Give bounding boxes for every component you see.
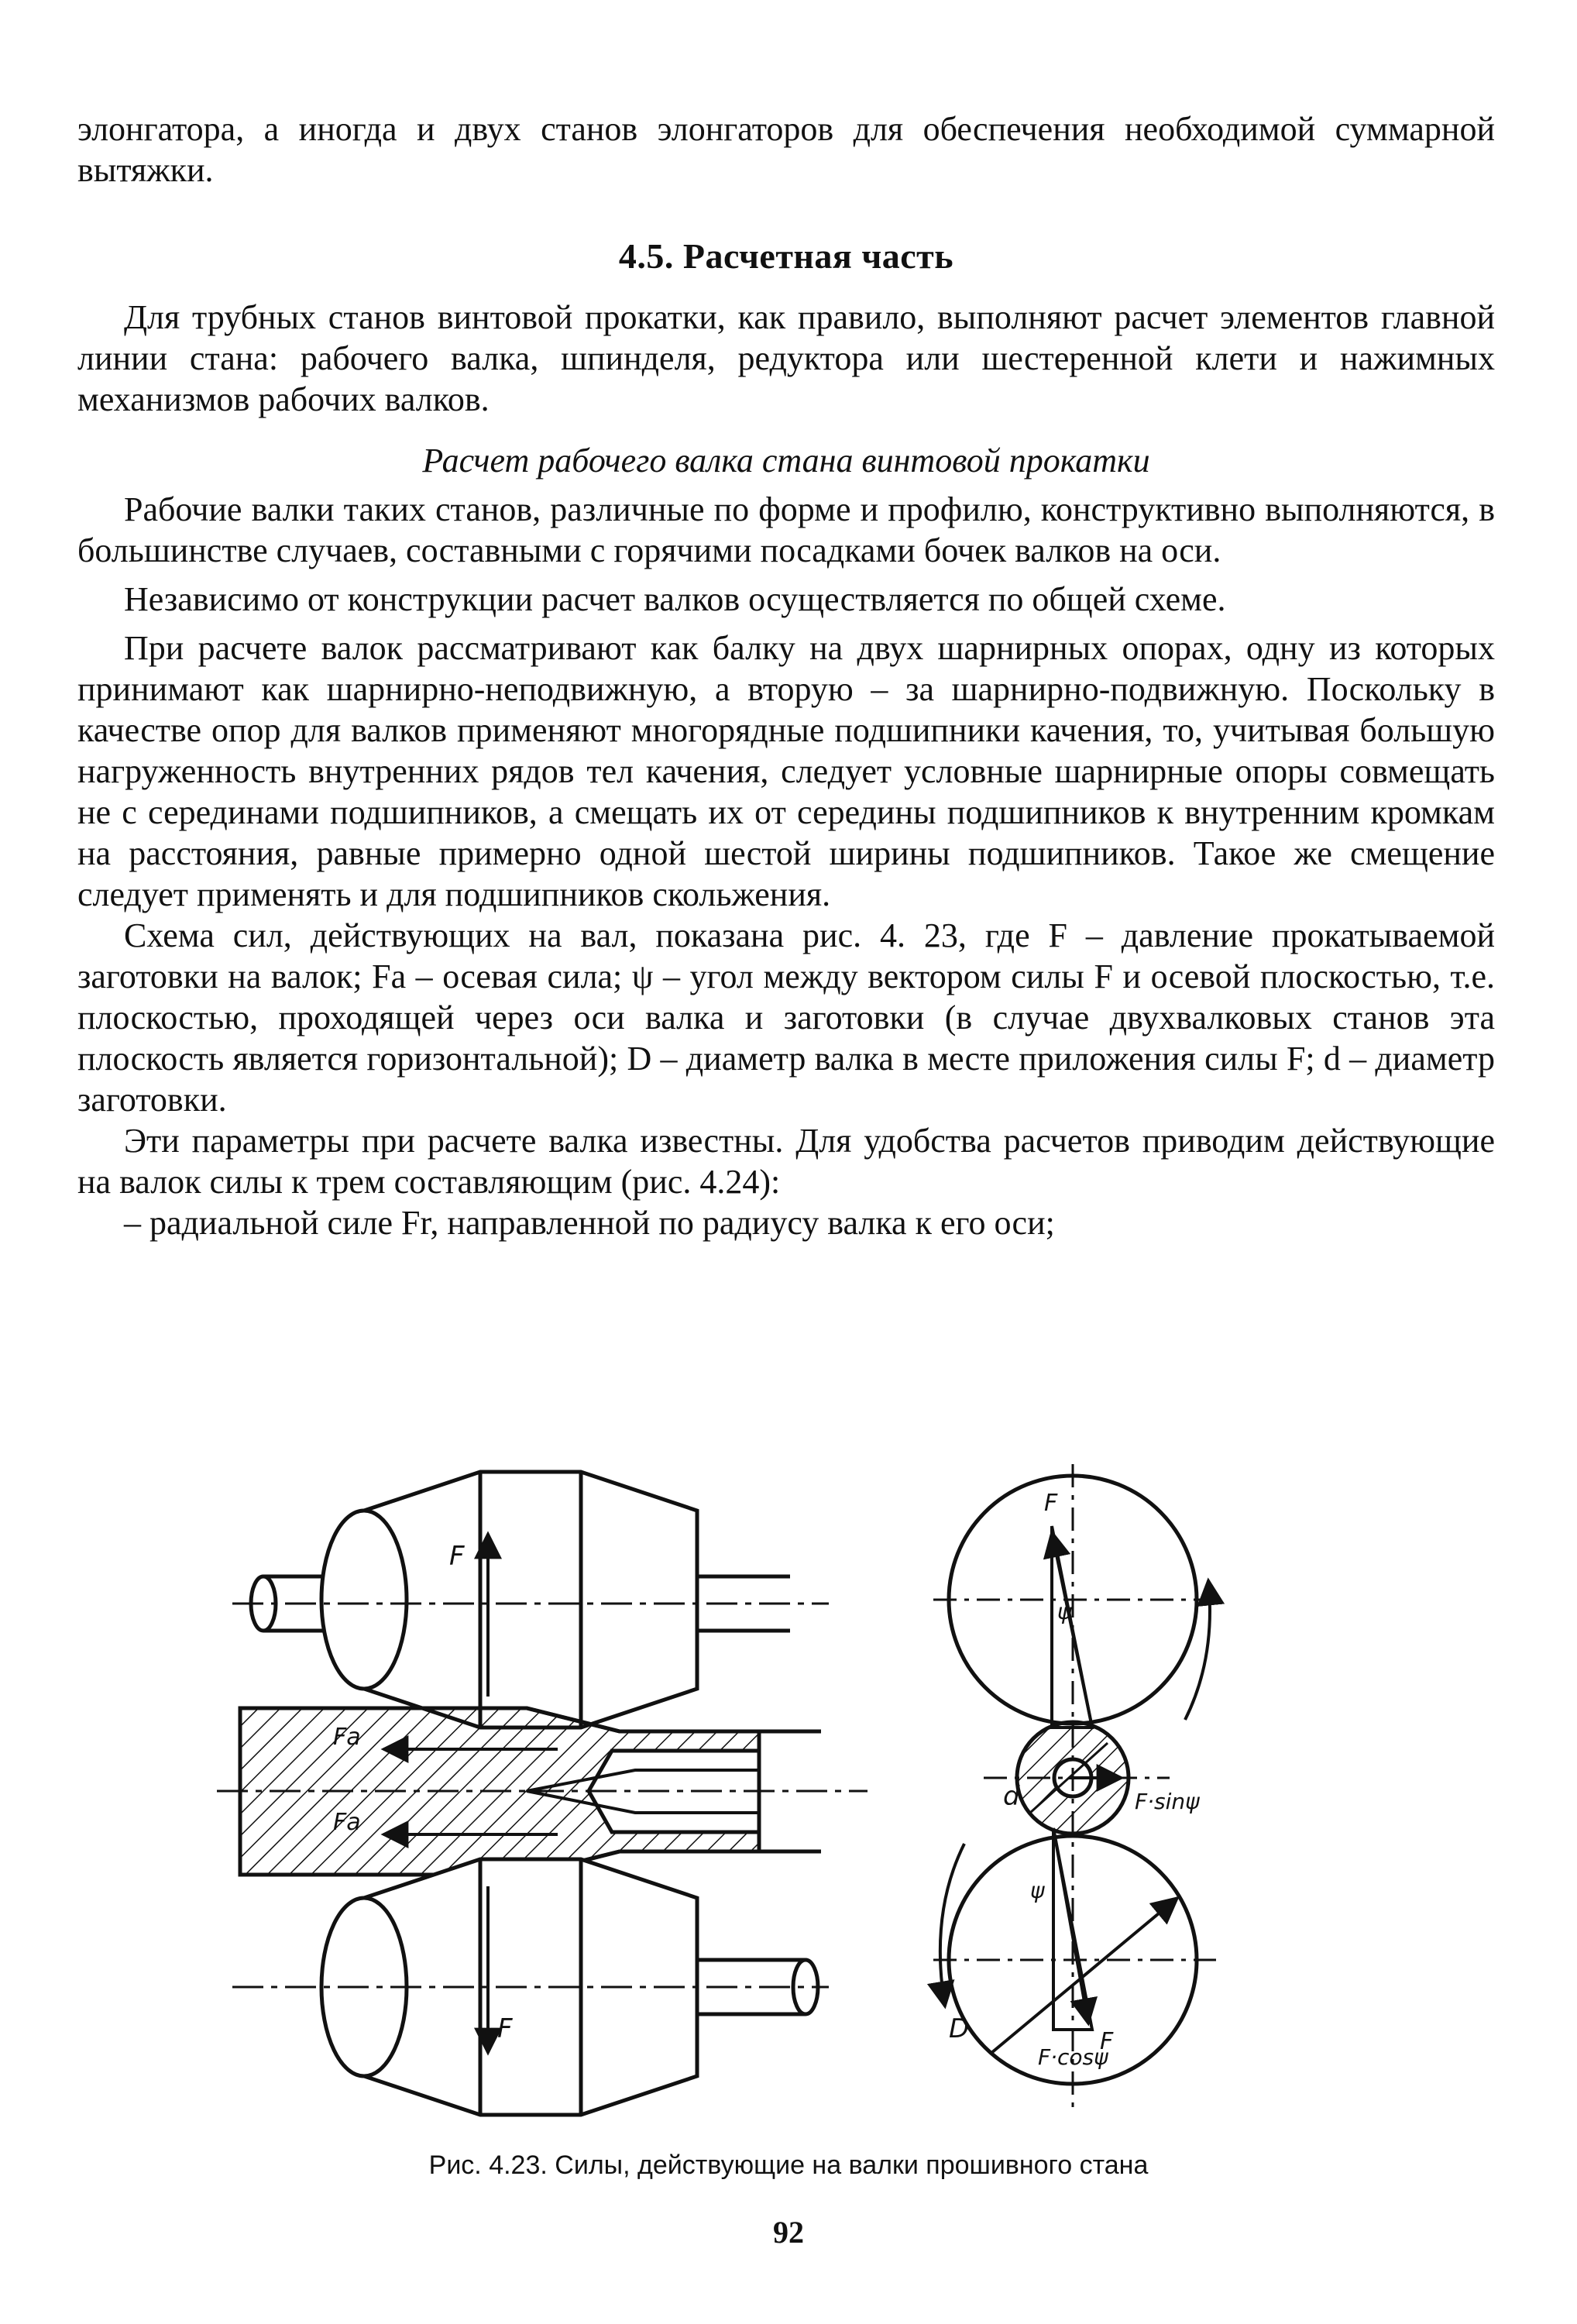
label-Fa-bottom: Fa — [333, 1809, 361, 1836]
figure-caption: Рис. 4.23. Силы, действующие на валки прошивного стана — [428, 2150, 1149, 2180]
paragraph-4: При расчете валок рассматривают как балку на двух шарнирных опорах, одну из которых принимают как шарнирно-неподвижную, а вторую – за шарнирно-подвижную. Поскольку в качестве опор для валков применяют многорядные подшипники качения, то, учитывая большую нагруженность внутренних рядов тел качения, следует условные шарнирные опоры совмещать не с серединами подшипников, а смещать их от середины подшипников к внутренним кромкам на расстояния, равные примерно одной шестой ширины подшипников. Такое же смещение следует применять и для подшипников скольжения. — [77, 629, 1495, 913]
body-text — [77, 108, 1495, 1243]
label-F-right: F — [1044, 1490, 1058, 1517]
label-d: d — [1003, 1781, 1020, 1812]
label-F-top: F — [449, 1541, 465, 1572]
paragraph-intro: элонгатора, а иногда и двух станов элонгаторов для обеспечения необходимой суммарной вытяжки. — [77, 110, 1495, 189]
label-F-bottom: F — [497, 2013, 513, 2044]
left-view — [217, 1472, 868, 2115]
page-number: 92 — [773, 2215, 804, 2250]
label-F-sin: F·sinψ — [1135, 1789, 1200, 1814]
label-Fa-top: Fa — [333, 1724, 361, 1751]
label-psi-bottom: ψ — [1030, 1878, 1045, 1903]
section-title: 4.5. Расчетная часть — [618, 236, 954, 276]
top-roll-body — [364, 1472, 697, 1728]
figure-rolls-forces — [217, 1464, 1301, 2130]
paragraph-2: Рабочие валки таких станов, различные по форме и профилю, конструктивно выполняются, в большинстве случаев, составными с горячими посадками бочек валков на оси. — [77, 490, 1495, 569]
force-arrow-right-bottom — [1053, 1828, 1088, 2023]
right-view — [933, 1464, 1216, 2107]
label-D: D — [949, 2013, 970, 2044]
paragraph-1: Для трубных станов винтовой прокатки, как правило, выполняют расчет элементов главной линии стана: рабочего валка, шпинделя, редуктора или шестеренной клети и нажимных механизмов рабочих валков. — [77, 298, 1495, 418]
paragraph-7: – радиальной силе Fr, направленной по радиусу валка к его оси; — [124, 1204, 1055, 1242]
subsection-title: Расчет рабочего валка стана винтовой прокатки — [422, 442, 1150, 480]
label-F-cos: F·cosψ — [1038, 2044, 1108, 2070]
paragraph-5: Схема сил, действующих на вал, показана рис. 4. 23, где F – давление прокатываемой заготовки на валок; Fa – осевая сила; ψ – угол между вектором силы F и осевой плоскостью, т.е. плоскостью, проходящей через оси валка и заготовки (в случае двухвалковых станов эта плоскость является горизонтальной); D – диаметр валка в месте приложения силы F; d – диаметр заготовки. — [77, 916, 1495, 1119]
label-F-right-bottom: F — [1100, 2028, 1114, 2055]
paragraph-3: Независимо от конструкции расчет валков осуществляется по общей схеме. — [124, 580, 1226, 618]
paragraph-6: Эти параметры при расчете валка известны. Для удобства расчетов приводим действующие на валок силы к трем составляющим (рис. 4.24): — [77, 1122, 1495, 1201]
top-roll-end — [321, 1511, 407, 1689]
label-psi-top: ψ — [1057, 1599, 1072, 1624]
